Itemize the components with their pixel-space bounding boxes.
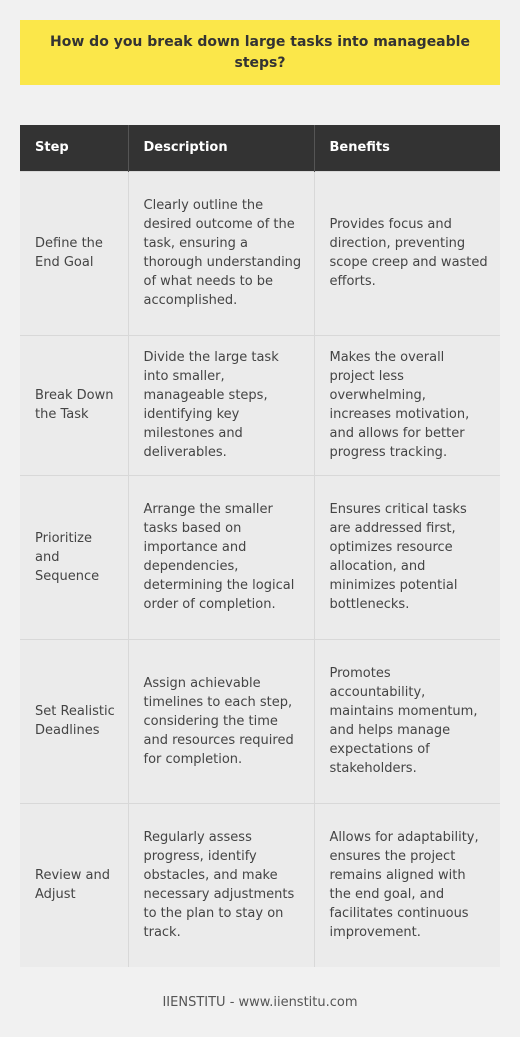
table-header <box>20 125 500 171</box>
cell-description: Assign achievable timelines to each step, considering the time and resources required for completion. <box>128 639 314 803</box>
table-row <box>20 475 500 639</box>
cell-benefits: Allows for adaptability, ensures the project remains aligned with the end goal, and facilitates continuous improvement. <box>314 803 500 967</box>
cell-benefits: Promotes accountability, maintains momentum, and helps manage expectations of stakeholders. <box>314 639 500 803</box>
page-title-text: How do you break down large tasks into manageable steps? <box>50 33 470 71</box>
table-row <box>20 171 500 335</box>
header-benefits: Benefits <box>314 125 500 171</box>
cell-step: Review and Adjust <box>20 803 128 967</box>
table-row <box>20 335 500 475</box>
cell-benefits: Makes the overall project less overwhelming, increases motivation, and allows for better progress tracking. <box>314 335 500 475</box>
cell-step: Prioritize and Sequence <box>20 475 128 639</box>
page-title <box>20 20 500 85</box>
header-step: Step <box>20 125 128 171</box>
cell-description: Regularly assess progress, identify obstacles, and make necessary adjustments to the plan to stay on track. <box>128 803 314 967</box>
cell-description: Divide the large task into smaller, manageable steps, identifying key milestones and deliverables. <box>128 335 314 475</box>
header-description: Description <box>128 125 314 171</box>
cell-description: Clearly outline the desired outcome of the task, ensuring a thorough understanding of what needs to be accomplished. <box>128 171 314 335</box>
cell-benefits: Provides focus and direction, preventing scope creep and wasted efforts. <box>314 171 500 335</box>
table-row <box>20 803 500 967</box>
cell-step: Define the End Goal <box>20 171 128 335</box>
steps-table <box>20 125 500 967</box>
cell-benefits: Ensures critical tasks are addressed first, optimizes resource allocation, and minimizes potential bottlenecks. <box>314 475 500 639</box>
cell-step: Set Realistic Deadlines <box>20 639 128 803</box>
cell-step: Break Down the Task <box>20 335 128 475</box>
table-row <box>20 639 500 803</box>
footer-credit: IIENSTITU - www.iienstitu.com <box>162 995 358 1010</box>
table-header-row <box>20 125 500 171</box>
table-body <box>20 171 500 967</box>
cell-description: Arrange the smaller tasks based on importance and dependencies, determining the logical order of completion. <box>128 475 314 639</box>
